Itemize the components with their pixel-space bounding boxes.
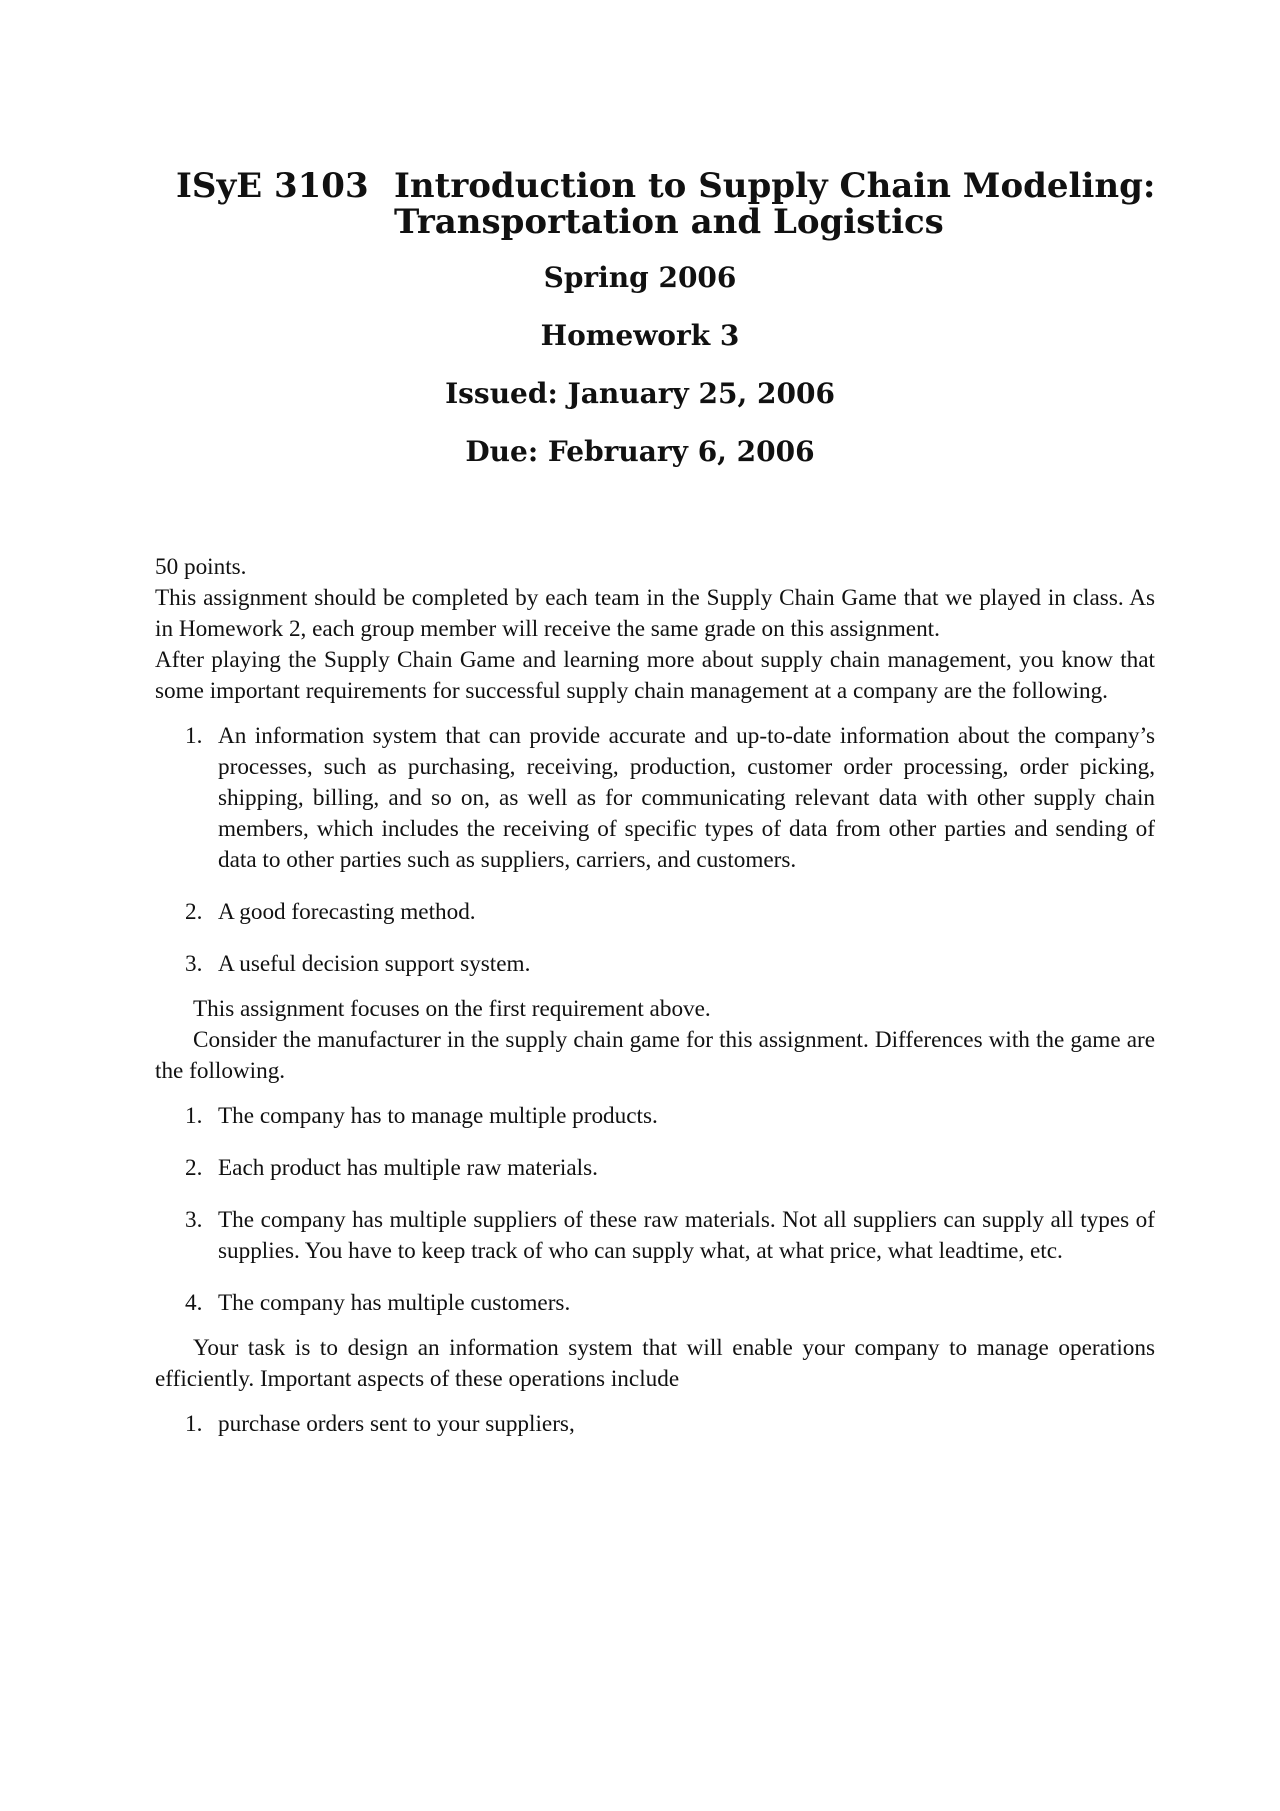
differences-list [155, 1101, 1155, 1319]
list-text: A useful decision support system. [218, 951, 531, 977]
list-text: Each product has multiple raw materials. [218, 1155, 598, 1181]
term: Spring 2006 [543, 261, 737, 294]
due-date: Due: February 6, 2006 [465, 435, 815, 468]
document-body [155, 552, 1155, 1454]
list-item [155, 949, 1155, 980]
header-meta [0, 262, 1280, 468]
course-code: ISyE 3103 [176, 166, 369, 206]
assignment-title: Homework 3 [540, 319, 740, 352]
list-item [155, 1101, 1155, 1132]
focus-paragraph-2: Consider the manufacturer in the supply chain game for this assignment. Differences with the game are the following. [155, 1027, 1155, 1084]
list-number: 3. [185, 1207, 203, 1233]
title-row [0, 168, 1280, 244]
list-number: 2. [185, 1155, 203, 1181]
list-item [155, 897, 1155, 928]
course-title-line1: Introduction to Supply Chain Modeling: [394, 166, 1156, 206]
list-text: An information system that can provide accurate and up-to-date information about the company’s processes, such as purchasing, receiving, production, customer order processing, order picking, shipping, billing, and so on, as well as for communicating relevant data with other supply chain members, which includes the receiving of specific types of data from other parties and sending of data to other parties such as suppliers, carriers, and customers. [218, 723, 1155, 873]
list-text: A good forecasting method. [218, 899, 476, 925]
list-number: 1. [185, 1411, 203, 1437]
list-text: purchase orders sent to your suppliers, [218, 1411, 575, 1437]
intro-paragraph-1: This assignment should be completed by each team in the Supply Chain Game that we played in class. As in Homework 2, each group member will receive the same grade on this assignment. [155, 585, 1155, 642]
list-text: The company has multiple suppliers of these raw materials. Not all suppliers can supply all types of supplies. You have to keep track of who can supply what, at what price, what leadtime, etc. [218, 1207, 1155, 1264]
list-number: 1. [185, 723, 203, 749]
list-number: 4. [185, 1290, 203, 1316]
list-item [155, 1288, 1155, 1319]
list-number: 3. [185, 951, 203, 977]
task-paragraph: Your task is to design an information system that will enable your company to manage operations efficiently. Important aspects of these operations include [155, 1335, 1155, 1392]
list-item [155, 721, 1155, 876]
intro-paragraph-2: After playing the Supply Chain Game and learning more about supply chain management, you know that some important requirements for successful supply chain management at a company are the following. [155, 647, 1155, 704]
issued-date: Issued: January 25, 2006 [445, 377, 835, 410]
list-item [155, 1153, 1155, 1184]
course-title [394, 168, 1155, 240]
requirements-list [155, 721, 1155, 980]
list-item [155, 1409, 1155, 1440]
list-number: 1. [185, 1103, 203, 1129]
focus-paragraph-1: This assignment focuses on the first requirement above. [193, 996, 711, 1022]
document-header [0, 168, 1280, 468]
course-title-line2: Transportation and Logistics [394, 202, 944, 242]
list-text: The company has to manage multiple products. [218, 1103, 658, 1129]
aspects-list [155, 1409, 1155, 1440]
list-text: The company has multiple customers. [218, 1290, 571, 1316]
points: 50 points. [155, 554, 247, 580]
list-item [155, 1205, 1155, 1267]
list-number: 2. [185, 899, 203, 925]
